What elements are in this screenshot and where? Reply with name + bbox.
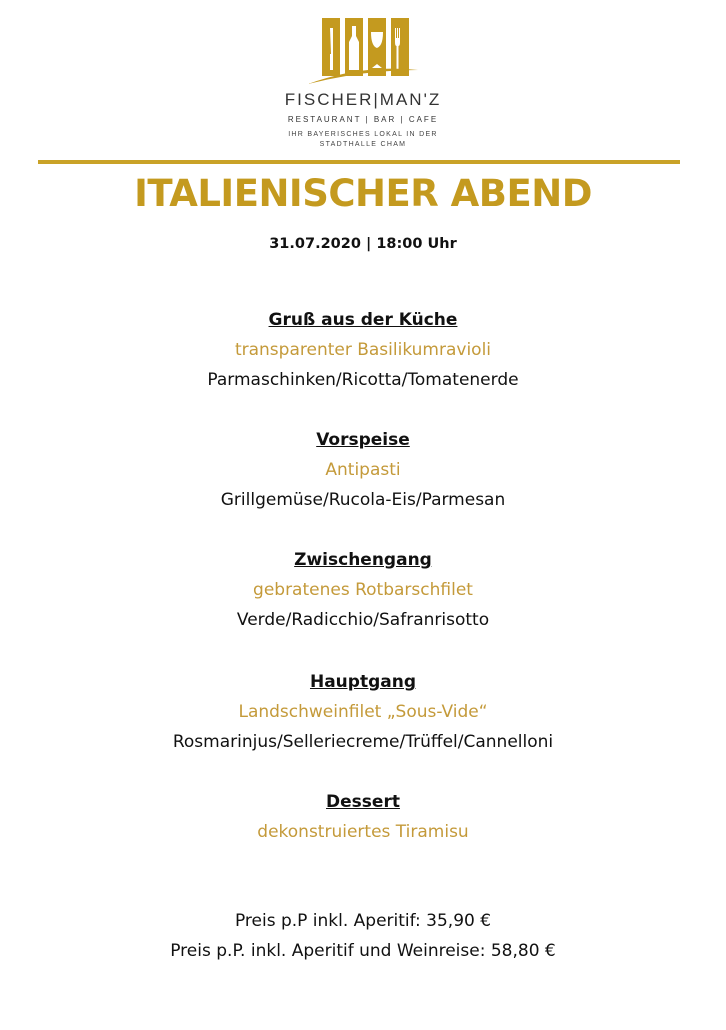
restaurant-logo (268, 14, 458, 154)
brand-name: FISCHER|MAN'Z (284, 90, 442, 109)
course-dish: dekonstruiertes Tiramisu (257, 822, 469, 842)
course-dish: Landschweinfilet „Sous-Vide“ (238, 702, 488, 722)
brand-tagline-line2: STADTHALLE CHAM (319, 141, 407, 148)
course-heading: Gruß aus der Küche (268, 310, 458, 330)
course-main (0, 667, 726, 757)
course-details: Parmaschinken/Ricotta/Tomatenerde (207, 370, 519, 390)
course-details: Verde/Radicchio/Safranrisotto (236, 610, 490, 630)
course-heading: Hauptgang (309, 672, 416, 692)
brand-subtitle: RESTAURANT | BAR | CAFE (287, 115, 439, 124)
course-amuse-bouche (0, 305, 726, 395)
page-title: ITALIENISCHER ABEND (134, 172, 592, 215)
course-heading: Zwischengang (294, 550, 432, 570)
logo-emblem-icon (308, 14, 418, 86)
course-intermediate (0, 545, 726, 635)
course-dish: Antipasti (325, 460, 401, 480)
price-wine-pairing: Preis p.P. inkl. Aperitif und Weinreise: 58,80 € (170, 941, 556, 961)
course-details: Rosmarinjus/Selleriecreme/Trüffel/Cannelloni (172, 732, 554, 752)
brand-tagline-line1: IHR BAYERISCHES LOKAL IN DER (288, 131, 438, 138)
header-divider (38, 160, 680, 164)
course-dish: gebratenes Rotbarschfilet (253, 580, 473, 600)
event-date: 31.07.2020 | 18:00 Uhr (269, 236, 457, 252)
course-starter (0, 425, 726, 515)
course-dessert (0, 787, 726, 847)
course-dish: transparenter Basilikumravioli (234, 340, 492, 360)
course-heading: Vorspeise (316, 430, 410, 450)
course-heading: Dessert (326, 792, 400, 812)
price-aperitif: Preis p.P inkl. Aperitif: 35,90 € (234, 911, 492, 931)
course-details: Grillgemüse/Rucola-Eis/Parmesan (220, 490, 506, 510)
brand-tagline (268, 130, 458, 150)
